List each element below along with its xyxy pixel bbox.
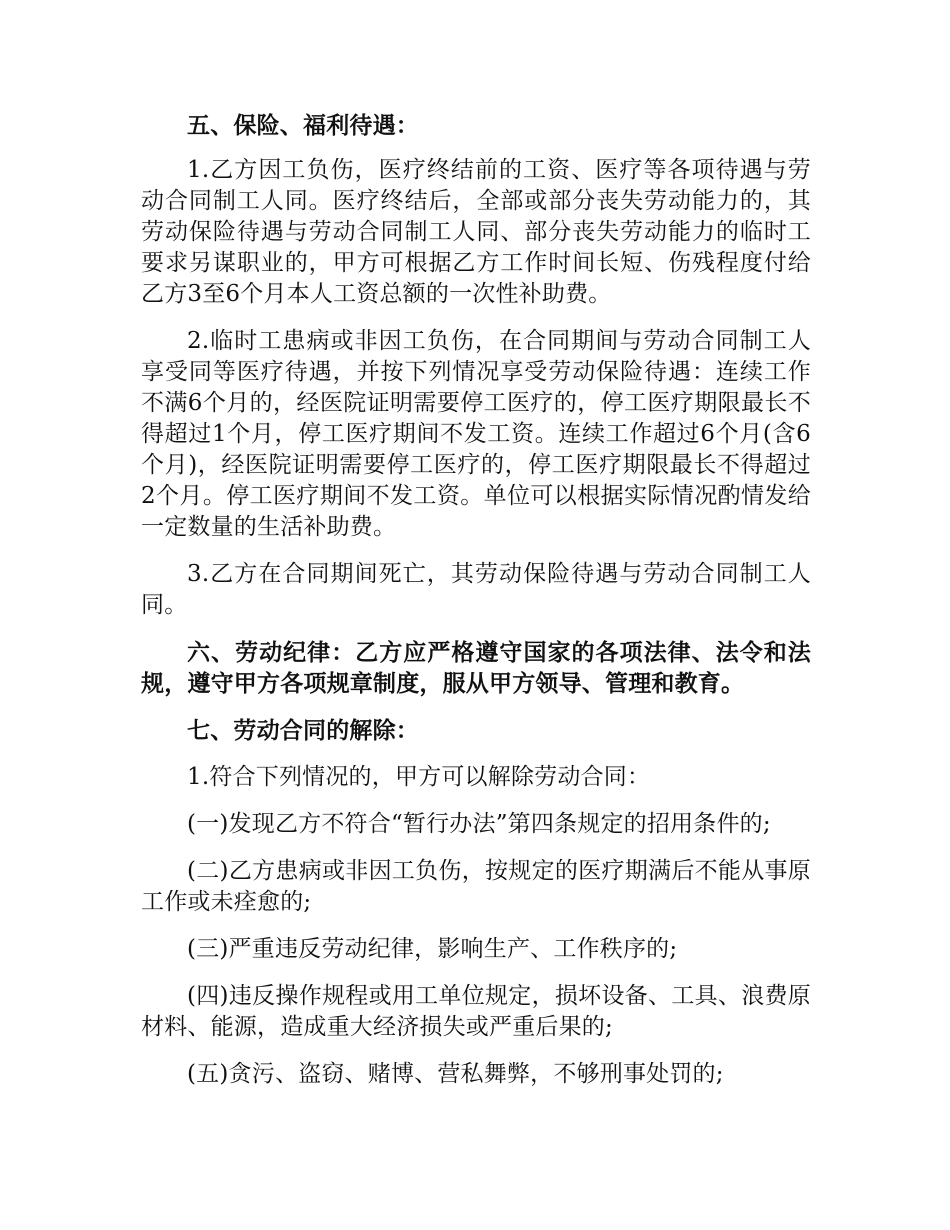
paragraph-death-benefits: 3.乙方在合同期间死亡，其劳动保险待遇与劳动合同制工人同。 [141,561,811,618]
list-item-5: (五)贪污、盗窃、赌博、营私舞弊，不够刑事处罚的; [187,1061,724,1087]
document-page [141,110,811,1090]
list-item-1: (一)发现乙方不符合“暂行办法”第四条规定的招用条件的; [187,811,771,837]
section-heading-insurance: 五、保险、福利待遇： [187,112,419,139]
section-heading-termination: 七、劳动合同的解除： [187,717,419,744]
list-item-3: (三)严重违反劳动纪律，影响生产、工作秩序的; [187,936,678,962]
paragraph-injury-benefits: 1.乙方因工负伤，医疗终结前的工资、医疗等各项待遇与劳动合同制工人同。医疗终结后，全部或部分丧失劳动能力的，其劳动保险待遇与劳动合同制工人同、部分丧失劳动能力的临时工要求另谋职业的，甲方可根据乙方工作时间长短、伤残程度付给乙方3至6个月本人工资总额的一次性补助费。 [141,157,811,307]
list-item-2: (二)乙方患病或非因工负伤，按规定的医疗期满后不能从事原工作或未痊愈的; [141,858,811,915]
paragraph-illness-benefits: 2.临时工患病或非因工负伤，在合同期间与劳动合同制工人享受同等医疗待遇，并按下列情况享受劳动保险待遇：连续工作不满6个月的，经医院证明需要停工医疗的，停工医疗期限最长不得超过1个月，停工医疗期间不发工资。连续工作超过6个月(含6个月)，经医院证明需要停工医疗的，停工医疗期限最长不得超过2个月。停工医疗期间不发工资。单位可以根据实际情况酌情发给一定数量的生活补助费。 [141,328,811,540]
section-heading-discipline: 六、劳动纪律：乙方应严格遵守国家的各项法律、法令和法规，遵守甲方各项规章制度，服从甲方领导、管理和教育。 [141,639,811,697]
list-item-4: (四)违反操作规程或用工单位规定，损坏设备、工具、浪费原材料、能源，造成重大经济损失或严重后果的; [141,983,811,1040]
paragraph-termination-conditions: 1.符合下列情况的，甲方可以解除劳动合同： [187,764,651,790]
